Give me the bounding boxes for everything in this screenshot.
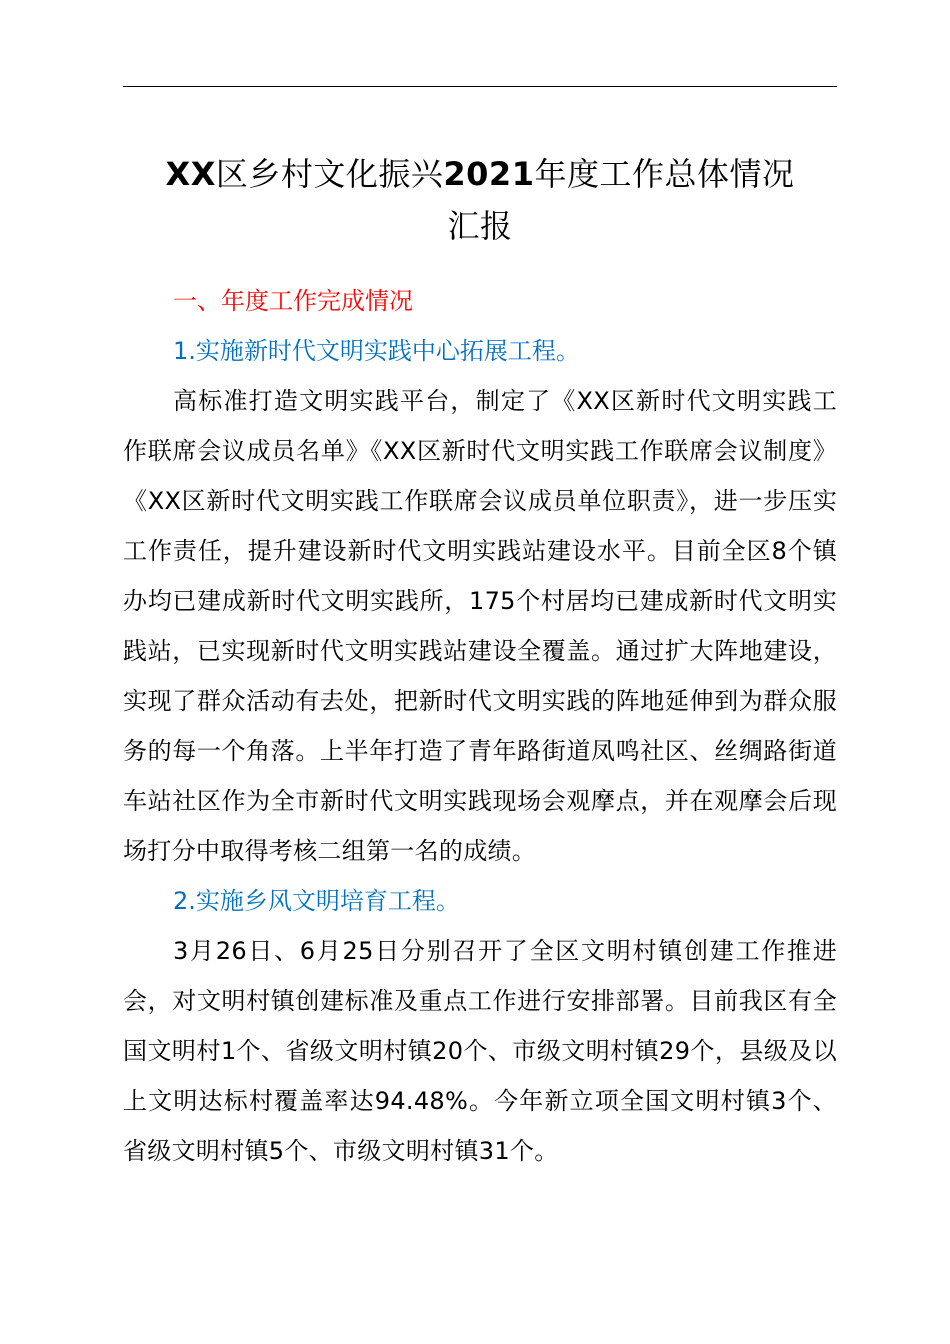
title-prefix: XX	[165, 155, 216, 193]
header-rule	[123, 86, 837, 87]
item-heading-civilization-center: 1.实施新时代文明实践中心拓展工程。	[173, 337, 580, 365]
title-suffix: 年度工作总体情况	[534, 155, 795, 193]
section-heading-annual-work: 一、年度工作完成情况	[173, 287, 413, 315]
paragraph-rural-civility: 3月26日、6月25日分别召开了全区文明村镇创建工作推进会，对文明村镇创建标准及重点工作进行安排部署。目前我区有全国文明村1个、省级文明村镇20个、市级文明村镇29个，县级及以上文明达标村覆盖率达94.48%。今年新立项全国文明村镇3个、省级文明村镇5个、市级文明村镇31个。	[123, 937, 837, 1165]
document-body	[123, 276, 837, 1176]
title-line2: 汇报	[447, 207, 513, 245]
paragraph-civilization-center: 高标准打造文明实践平台，制定了《XX区新时代文明实践工作联席会议成员名单》《XX区新时代文明实践工作联席会议制度》《XX区新时代文明实践工作联席会议成员单位职责》，进一步压实工作责任，提升建设新时代文明实践站建设水平。目前全区8个镇办均已建成新时代文明实践所，175个村居均已建成新时代文明实践站，已实现新时代文明实践站建设全覆盖。通过扩大阵地建设，实现了群众活动有去处，把新时代文明实践的阵地延伸到为群众服务的每一个角落。上半年打造了青年路街道凤鸣社区、丝绸路街道车站社区作为全市新时代文明实践现场会观摩点，并在观摩会后现场打分中取得考核二组第一名的成绩。	[123, 387, 837, 865]
title-year: 2021	[443, 155, 535, 193]
item-heading-rural-civility: 2.实施乡风文明培育工程。	[173, 887, 460, 915]
title-mid: 区乡村文化振兴	[215, 155, 444, 193]
document-title	[110, 148, 850, 252]
